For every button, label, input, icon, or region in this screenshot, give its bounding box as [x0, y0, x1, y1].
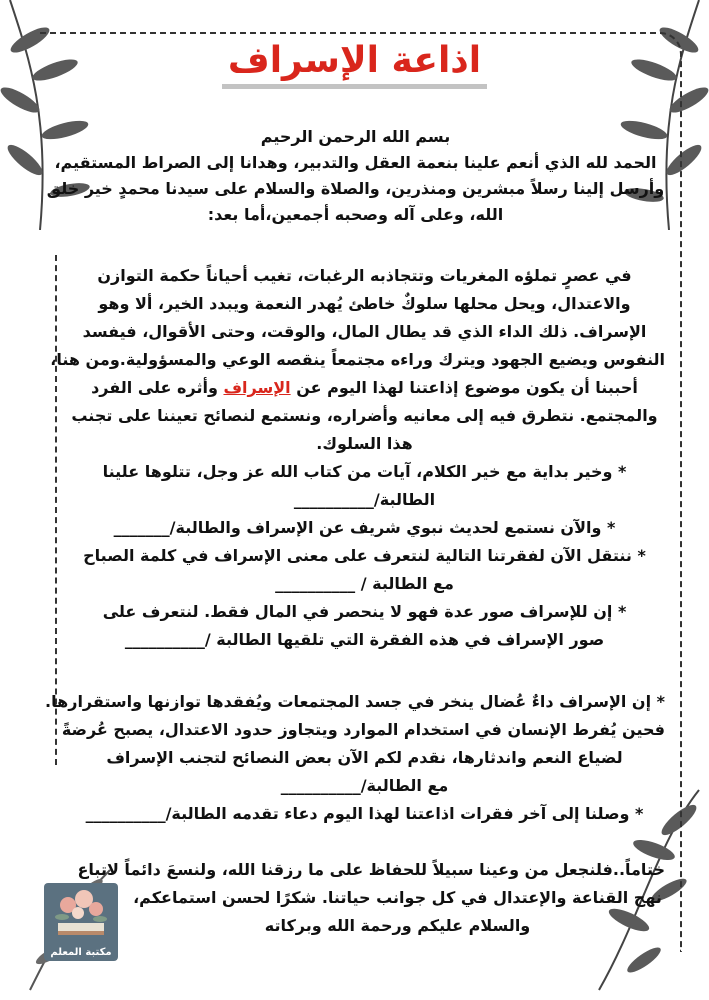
closing-line: ختاماً..فلنجعل من وعينا سبيلاً للحفاظ على ما رزقنا الله، ولنسعَ دائماً لاتباع	[77, 860, 665, 879]
intro-line: الحمد لله الذي أنعم علينا بنعمة العقل والتدبير، وهدانا إلى الصراط المستقيم،	[54, 153, 657, 172]
closing-line: نهج القناعة والإعتدال في كل جوانب حياتنا. شكرًا لحسن استماعكم،	[133, 888, 662, 907]
closing-paragraph	[77, 856, 665, 940]
library-logo	[44, 883, 118, 961]
p2-line: فحين يُفرط الإنسان في استخدام الموارد ويتجاوز حدود الاعتدال، يصبح عُرضةً	[61, 720, 665, 739]
flower-book-icon	[44, 883, 118, 947]
title-text: اذاعة الإسراف	[222, 40, 487, 89]
closing-line: والسلام عليكم ورحمة الله وبركاته	[264, 916, 531, 935]
page-title	[0, 40, 709, 81]
main-line: والاعتدال، ويحل محلها سلوكٌ خاطئ يُهدر النعمة ويبدد الخير، ألا وهو	[98, 294, 631, 313]
main-line: النفوس ويضيع الجهود ويترك وراءه مجتمعاً ينقصه الوعي والمسؤولية.ومن هنا،	[50, 350, 665, 369]
intro-line: الله، وعلى آله وصحبه أجمعين،أما بعد:	[207, 205, 504, 224]
intro-line: بسم الله الرحمن الرحيم	[260, 127, 451, 146]
main-line-highlight	[64, 374, 665, 402]
p2-line: * وصلنا إلى آخر فقرات اذاعتنا لهذا اليوم دعاء تقدمه الطالبة/__________	[85, 804, 644, 823]
main-line: صور الإسراف في هذه الفقرة التي تلقيها الطالبة /__________	[124, 630, 605, 649]
intro-line: وأرسل إلينا رسلاً مبشرين ومنذرين، والصلاة والسلام على سيدنا محمدٍ خير خلق	[46, 179, 665, 198]
intro-paragraph	[30, 124, 681, 228]
highlight-before: أحببنا أن يكون موضوع إذاعتنا لهذا اليوم عن	[290, 378, 638, 397]
p2-line: لضياع النعم واندثارها، نقدم لكم الآن بعض النصائح لتجنب الإسراف	[106, 748, 623, 767]
main-line: في عصرٍ تملؤه المغريات وتتجاذبه الرغبات، تغيب أحياناً حكمة التوازن	[97, 266, 632, 285]
second-paragraph	[45, 688, 665, 828]
highlight-word: الإسراف	[223, 378, 291, 397]
main-line: * إن للإسراف صور عدة فهو لا ينحصر في المال فقط. لنتعرف على	[102, 602, 627, 621]
main-line: هذا السلوك.	[316, 434, 413, 453]
main-line: الإسراف. ذلك الداء الذي قد يطال المال، والوقت، وحتى الأقوال، فيفسد	[82, 322, 647, 341]
main-line: * ننتقل الآن لفقرتنا التالية لنتعرف على معنى الإسراف في كلمة الصباح	[83, 546, 646, 565]
highlight-after: وأثره على الفرد	[91, 378, 224, 397]
main-line: الطالبة/__________	[293, 490, 436, 509]
main-line: والمجتمع. نتطرق فيه إلى معانيه وأضراره، ونستمع لنصائح تعيننا على تجنب	[71, 406, 658, 425]
logo-text: مكتبة المعلم	[50, 947, 112, 958]
main-line: * وخير بداية مع خير الكلام، آيات من كتاب الله عز وجل، تتلوها علينا	[102, 462, 627, 481]
p2-line: مع الطالبة/__________	[280, 776, 449, 795]
main-paragraph	[50, 262, 665, 654]
p2-line: * إن الإسراف داءٌ عُضال ينخر في جسد المجتمعات ويُفقدها توازنها واستقرارها.	[45, 692, 665, 711]
main-line: مع الطالبة / __________	[275, 574, 454, 593]
main-line: * والآن نستمع لحديث نبوي شريف عن الإسراف والطالبة/_______	[113, 518, 616, 537]
